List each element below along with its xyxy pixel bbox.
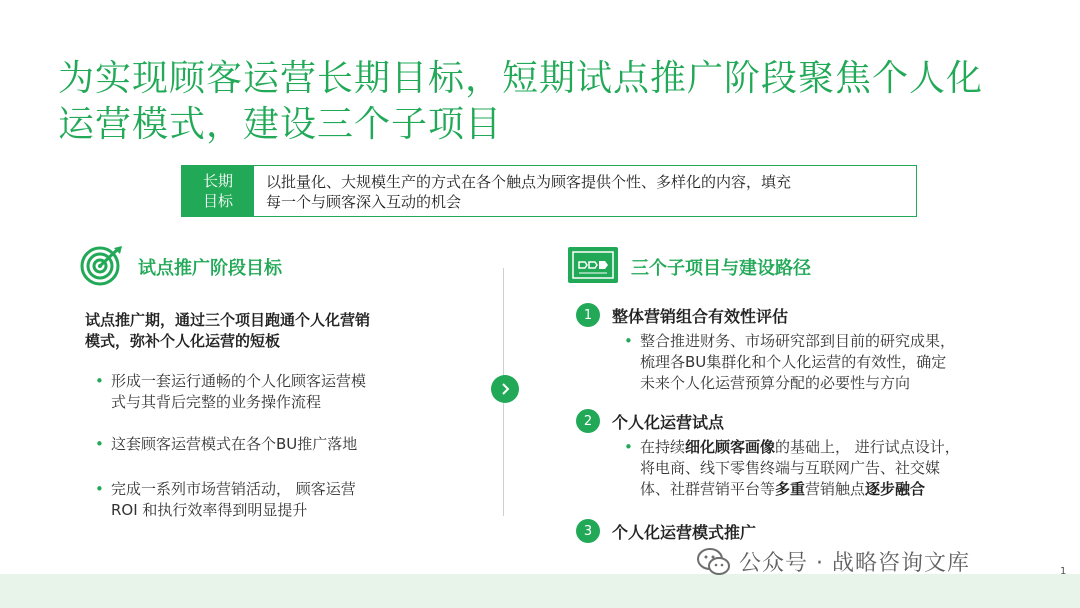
- subproject-item-3: [576, 519, 1016, 543]
- goal-text: [254, 166, 916, 216]
- pilot-bullet-3: [95, 479, 435, 521]
- subproject-item-1: [576, 303, 1016, 394]
- list-item: [95, 479, 435, 521]
- desc-emphasis: 多重: [775, 480, 806, 498]
- desc-text: 在持续: [640, 438, 686, 456]
- pilot-lead-text: [85, 310, 445, 352]
- wechat-icon: [697, 547, 731, 577]
- watermark-text: 公众号 · 战略咨询文库: [739, 551, 970, 576]
- goal-text-line1: 以批量化、大规模生产的方式在各个触点为顾客提供个性、多样化的内容，填充: [266, 173, 792, 191]
- desc-line: 将电商、线下零售终端与互联网广告、社交媒: [640, 459, 941, 477]
- goal-text-line2: 每一个与顾客深入互动的机会: [266, 193, 462, 211]
- goal-label: [182, 166, 254, 216]
- desc-text: 营销触点: [805, 480, 866, 498]
- desc-line: 未来个人化运营预算分配的必要性与方向: [640, 374, 911, 392]
- watermark: [697, 546, 970, 577]
- number-badge: 2: [576, 409, 600, 433]
- list-item: [95, 371, 435, 413]
- pilot-bullet-1: [95, 371, 435, 413]
- goal-label-line2: 目标: [202, 192, 233, 210]
- footer-band: [0, 574, 1080, 608]
- desc-text: 体、社群营销平台等: [640, 480, 776, 498]
- desc-text: 的基础上， 进行试点设计，: [775, 438, 960, 456]
- pilot-bullet-2: [95, 434, 435, 455]
- subproject-desc: [624, 331, 1016, 394]
- chevron-right-icon: [491, 375, 519, 403]
- subproject-title: 整体营销组合有效性评估: [612, 306, 789, 326]
- bullet-line: • 形成一套运行通畅的个人化顾客运营模: [111, 372, 367, 390]
- pilot-goal-heading: 试点推广阶段目标: [138, 258, 282, 279]
- slide-title: [58, 56, 1058, 148]
- slide-title-line1: 为实现顾客运营长期目标，短期试点推广阶段聚焦个人化: [58, 58, 984, 99]
- goal-label-line1: 长期: [202, 172, 233, 190]
- subprojects-header: [567, 246, 811, 288]
- list-item: [95, 434, 435, 455]
- pilot-lead-line1: 试点推广期，通过三个项目跑通个人化营销: [85, 311, 371, 329]
- subproject-title: 个人化运营试点: [612, 412, 725, 432]
- page-number: 1: [1060, 566, 1067, 577]
- long-term-goal-box: [181, 165, 917, 217]
- desc-line: • 整合推进财务、市场研究部到目前的研究成果，: [640, 332, 956, 350]
- desc-emphasis: 细化顾客画像: [685, 438, 776, 456]
- subproject-title: 个人化运营模式推广: [612, 522, 757, 542]
- subproject-item-2: [576, 409, 1016, 500]
- desc-line: [640, 437, 1016, 458]
- bullet-line: ROI 和执行效率得到明显提升: [111, 501, 308, 519]
- bullet-line: • 这套顾客运营模式在各个BU推广落地: [111, 435, 358, 453]
- desc-line: [640, 479, 1016, 500]
- number-badge: 1: [576, 303, 600, 327]
- desc-line: 梳理各BU集群化和个人化运营的有效性，确定: [640, 353, 947, 371]
- number-badge: 3: [576, 519, 600, 543]
- bullet-line: 式与其背后完整的业务操作流程: [111, 393, 322, 411]
- desc-emphasis: 逐步融合: [865, 480, 926, 498]
- pilot-goal-header: [80, 244, 282, 290]
- bullet-line: • 完成一系列市场营销活动， 顾客运营: [111, 480, 356, 498]
- target-icon: [80, 244, 126, 290]
- subprojects-heading: 三个子项目与建设路径: [631, 258, 811, 279]
- pilot-lead-line2: 模式，弥补个人化运营的短板: [85, 332, 281, 350]
- subproject-desc: [624, 437, 1016, 500]
- slide-title-line2: 运营模式，建设三个子项目: [58, 104, 503, 145]
- roadmap-sign-icon: [567, 246, 619, 288]
